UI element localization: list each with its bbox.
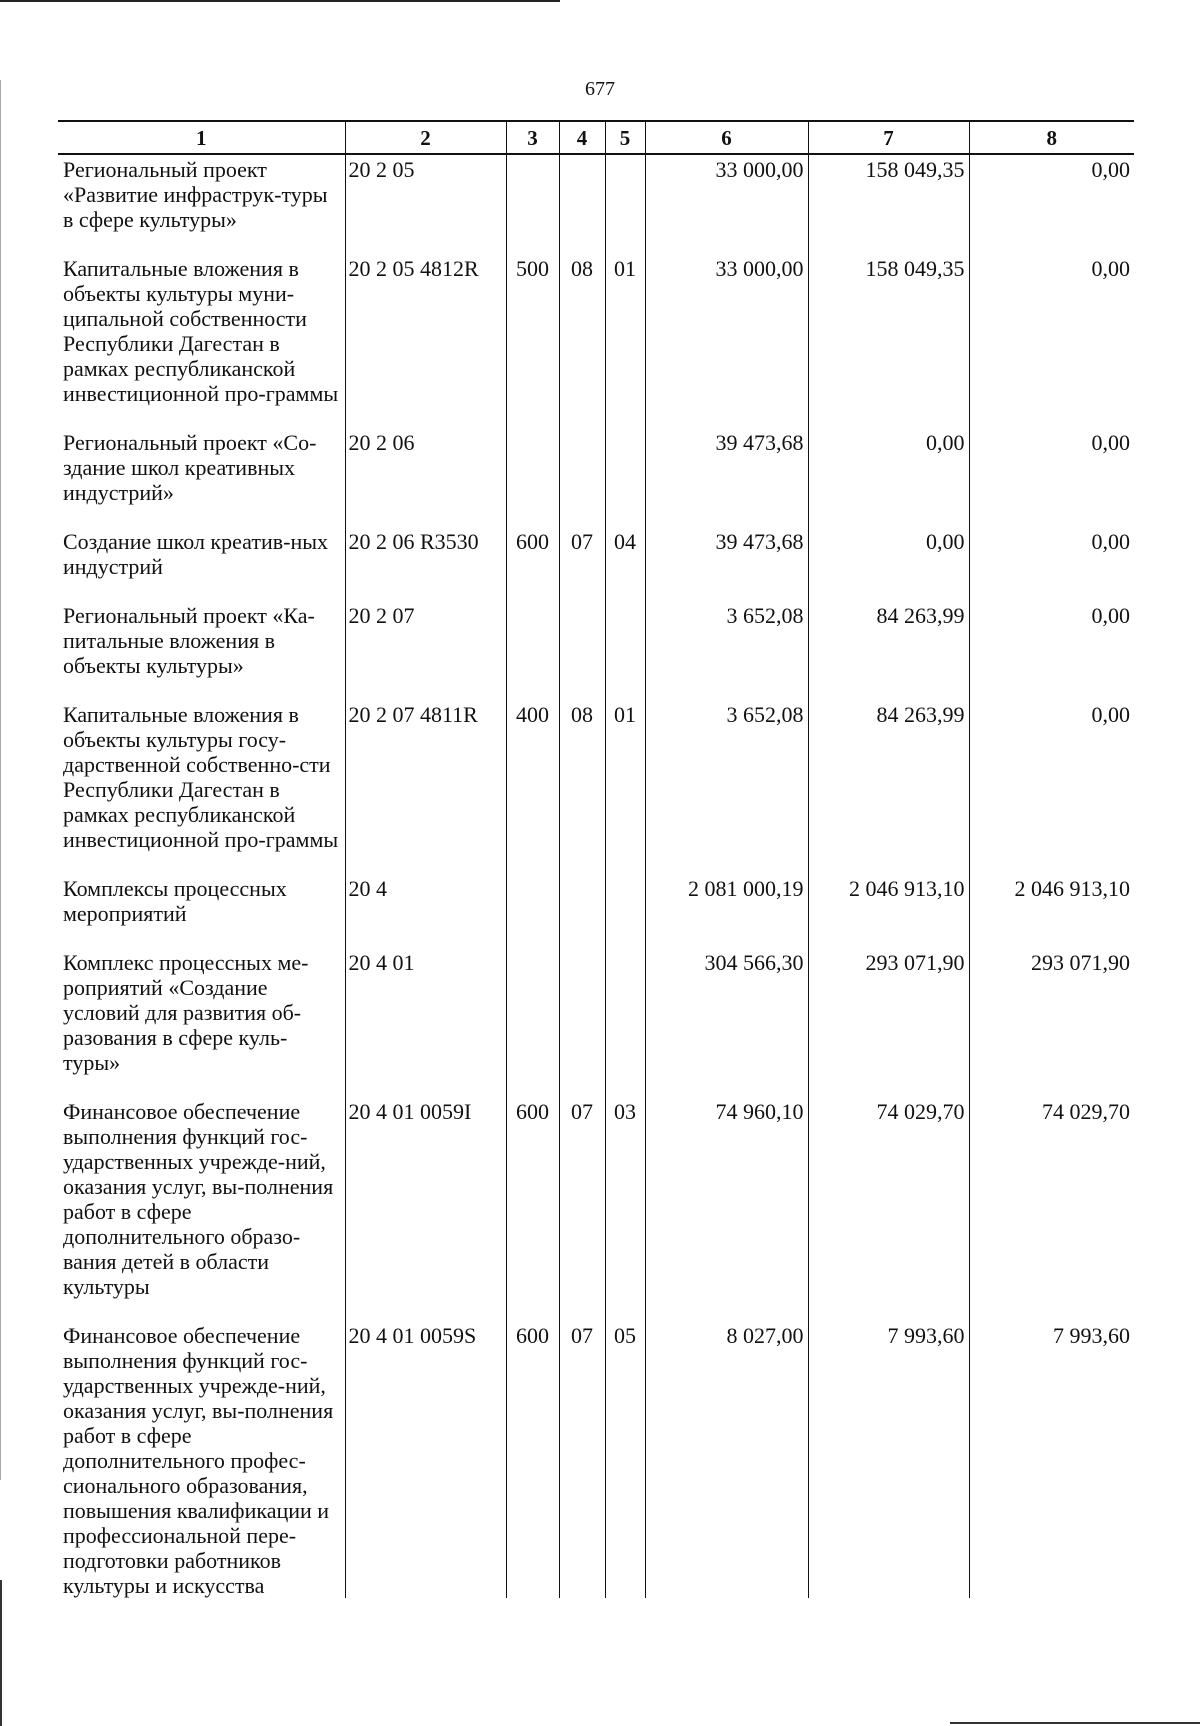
table-row xyxy=(58,948,1134,1097)
row-value-6: 39 473,68 xyxy=(645,428,808,527)
row-value-7: 7 993,60 xyxy=(808,1321,969,1598)
row-value-8: 0,00 xyxy=(969,527,1134,601)
row-name: Региональный проект «Ка-питальные вложения в объекты культуры» xyxy=(58,601,345,700)
row-c5: 03 xyxy=(605,1097,645,1321)
row-c5 xyxy=(605,601,645,700)
row-code: 20 2 06 xyxy=(345,428,506,527)
row-value-8: 0,00 xyxy=(969,700,1134,874)
row-value-7: 293 071,90 xyxy=(808,948,969,1097)
row-value-7: 0,00 xyxy=(808,527,969,601)
row-name: Финансовое обеспечение выполнения функций гос-ударственных учрежде-ний, оказания услуг, вы-полнения работ в сфере дополнительного образо-вания детей в области культуры xyxy=(58,1097,345,1321)
row-value-6: 3 652,08 xyxy=(645,700,808,874)
column-header: 6 xyxy=(645,121,808,154)
row-c4: 08 xyxy=(559,700,605,874)
row-value-7: 158 049,35 xyxy=(808,154,969,254)
row-value-6: 33 000,00 xyxy=(645,254,808,428)
row-code: 20 4 01 0059I xyxy=(345,1097,506,1321)
row-name: Создание школ креатив-ных индустрий xyxy=(58,527,345,601)
row-c4 xyxy=(559,948,605,1097)
row-value-7: 84 263,99 xyxy=(808,601,969,700)
row-c3 xyxy=(506,948,559,1097)
budget-table xyxy=(58,120,1134,1598)
row-value-6: 3 652,08 xyxy=(645,601,808,700)
column-header: 5 xyxy=(605,121,645,154)
row-value-8: 0,00 xyxy=(969,601,1134,700)
row-code: 20 4 01 0059S xyxy=(345,1321,506,1598)
row-name: Региональный проект «Со-здание школ креативных индустрий» xyxy=(58,428,345,527)
row-value-8: 7 993,60 xyxy=(969,1321,1134,1598)
row-c3: 600 xyxy=(506,527,559,601)
row-name: Капитальные вложения в объекты культуры госу-дарственной собственно-сти Республики Дагестан в рамках республиканской инвестиционной про-граммы xyxy=(58,700,345,874)
page-number: 677 xyxy=(585,78,615,100)
row-c3: 600 xyxy=(506,1321,559,1598)
row-value-8: 0,00 xyxy=(969,428,1134,527)
table-row xyxy=(58,1321,1134,1598)
row-code: 20 2 07 4811R xyxy=(345,700,506,874)
row-c5 xyxy=(605,874,645,948)
row-value-7: 2 046 913,10 xyxy=(808,874,969,948)
row-c3: 500 xyxy=(506,254,559,428)
row-value-7: 84 263,99 xyxy=(808,700,969,874)
row-name: Региональный проект «Развитие инфраструк-туры в сфере культуры» xyxy=(58,154,345,254)
table-row xyxy=(58,874,1134,948)
row-c4: 07 xyxy=(559,1097,605,1321)
column-header: 2 xyxy=(345,121,506,154)
column-header: 3 xyxy=(506,121,559,154)
table-row xyxy=(58,700,1134,874)
row-code: 20 2 07 xyxy=(345,601,506,700)
row-value-8: 2 046 913,10 xyxy=(969,874,1134,948)
column-header: 8 xyxy=(969,121,1134,154)
row-code: 20 4 01 xyxy=(345,948,506,1097)
column-header: 1 xyxy=(58,121,345,154)
table-row xyxy=(58,254,1134,428)
row-value-6: 2 081 000,19 xyxy=(645,874,808,948)
scan-left-edge-bottom xyxy=(0,1580,2,1726)
row-value-8: 74 029,70 xyxy=(969,1097,1134,1321)
row-name: Комплексы процессных мероприятий xyxy=(58,874,345,948)
row-code: 20 4 xyxy=(345,874,506,948)
row-c3: 400 xyxy=(506,700,559,874)
row-name: Финансовое обеспечение выполнения функций гос-ударственных учрежде-ний, оказания услуг, вы-полнения работ в сфере дополнительного профес-сионального образования, повышения квалификации и профессиональной пере-подготовки работников культуры и искусства xyxy=(58,1321,345,1598)
row-value-6: 33 000,00 xyxy=(645,154,808,254)
row-c4 xyxy=(559,601,605,700)
row-c4 xyxy=(559,874,605,948)
row-c3 xyxy=(506,428,559,527)
row-c5 xyxy=(605,948,645,1097)
row-value-7: 158 049,35 xyxy=(808,254,969,428)
row-c5: 05 xyxy=(605,1321,645,1598)
column-header: 4 xyxy=(559,121,605,154)
row-value-6: 8 027,00 xyxy=(645,1321,808,1598)
table-row xyxy=(58,527,1134,601)
row-value-7: 0,00 xyxy=(808,428,969,527)
table-row xyxy=(58,601,1134,700)
row-c3 xyxy=(506,874,559,948)
row-c3 xyxy=(506,601,559,700)
row-c3 xyxy=(506,154,559,254)
row-c3: 600 xyxy=(506,1097,559,1321)
row-c4: 08 xyxy=(559,254,605,428)
row-c5: 01 xyxy=(605,254,645,428)
row-value-6: 304 566,30 xyxy=(645,948,808,1097)
row-c5: 01 xyxy=(605,700,645,874)
row-c4 xyxy=(559,154,605,254)
table-header-row xyxy=(58,121,1134,154)
row-name: Комплекс процессных ме-роприятий «Создание условий для развития об-разования в сфере куль-туры» xyxy=(58,948,345,1097)
table-row xyxy=(58,428,1134,527)
row-c5 xyxy=(605,154,645,254)
row-c4: 07 xyxy=(559,527,605,601)
row-code: 20 2 05 4812R xyxy=(345,254,506,428)
scan-bottom-edge xyxy=(950,1722,1200,1724)
row-c4: 07 xyxy=(559,1321,605,1598)
table-row xyxy=(58,154,1134,254)
row-code: 20 2 06 R3530 xyxy=(345,527,506,601)
scan-left-edge xyxy=(0,80,1,1480)
row-value-6: 39 473,68 xyxy=(645,527,808,601)
row-c4 xyxy=(559,428,605,527)
column-header: 7 xyxy=(808,121,969,154)
scan-edge-line xyxy=(0,0,560,2)
row-value-7: 74 029,70 xyxy=(808,1097,969,1321)
row-c5: 04 xyxy=(605,527,645,601)
row-value-8: 293 071,90 xyxy=(969,948,1134,1097)
table-row xyxy=(58,1097,1134,1321)
row-value-8: 0,00 xyxy=(969,254,1134,428)
row-value-8: 0,00 xyxy=(969,154,1134,254)
row-name: Капитальные вложения в объекты культуры муни-ципальной собственности Республики Дагестан в рамках республиканской инвестиционной про-граммы xyxy=(58,254,345,428)
row-value-6: 74 960,10 xyxy=(645,1097,808,1321)
row-c5 xyxy=(605,428,645,527)
row-code: 20 2 05 xyxy=(345,154,506,254)
